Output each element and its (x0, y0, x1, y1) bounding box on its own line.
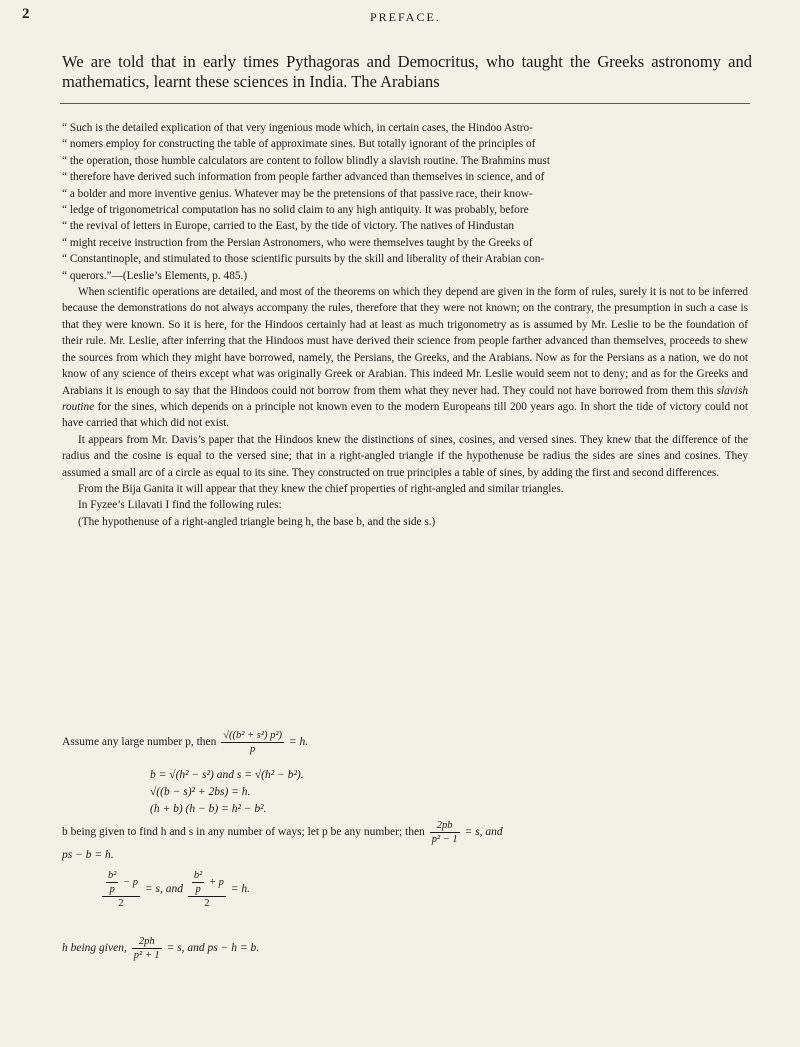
formula-assume (62, 729, 308, 756)
footnote-paragraph: It appears from Mr. Davis’s paper that the Hindoos knew the distinctions of sines, cosines, and versed sines. They knew that the difference of the radius and the cosine is equal to the versed sine; that in a right-angled triangle if the hypothenuse be radius the sides are sines and cosines. They assumed a small arc of a circle as equal to its sine. They constructed on true principles a table of sines, by adding the first and second differences. (62, 433, 748, 479)
quote-line: “ the operation, those humble calculators are content to follow blindly a slavish routine. The Brahmins must (62, 154, 550, 167)
quote-line: “ Such is the detailed explication of that very ingenious mode which, in certain cases, the Hindoo Astro- (62, 122, 533, 134)
fraction-denominator: p (250, 744, 256, 755)
fraction-numerator: √((b² + s²) p²) (223, 730, 282, 741)
formula-rhs: = s, and (144, 883, 183, 896)
formula-pair (100, 869, 250, 910)
fraction-denominator: 2 (118, 898, 124, 909)
formula-b-given (62, 819, 503, 846)
fraction-numerator: 2ph (132, 935, 162, 949)
fraction-numerator: 2pb (430, 819, 460, 833)
fraction (102, 869, 140, 910)
fraction-numerator: b² (193, 870, 203, 881)
fraction-denominator: p² − 1 (431, 834, 458, 845)
footnote-paragraph (62, 284, 748, 432)
formula-line: (h + b) (h − b) = h² − b². (150, 803, 267, 815)
quote-line: “ the revival of letters in Europe, carried to the East, by the tide of victory. The natives of Hindustan (62, 220, 515, 233)
quote-line: “ nomers employ for constructing the table of approximate sines. But totally ignorant of the principles of (62, 138, 536, 151)
lead-paragraph: We are told that in early times Pythagoras and Democritus, who taught the Greeks astronomy and mathematics, learnt these sciences in India. The Arabians (62, 52, 752, 91)
running-head: PREFACE. (370, 10, 441, 24)
formula-line: ps − b = h. (62, 849, 114, 861)
formula-rhs: = h. (230, 883, 251, 896)
formula-line: b = √(h² − s²) and s = √(h² − b²). (150, 769, 304, 781)
fraction-denominator: p (109, 884, 115, 895)
quote-line: “ therefore have derived such information from people farther advanced than themselves in science, and of (62, 171, 545, 184)
footnote (62, 120, 748, 530)
fraction (188, 869, 226, 910)
footnote-paragraph: From the Bija Ganita it will appear that they knew the chief properties of right-angled and similar triangles. (78, 482, 564, 495)
fraction-numerator (188, 869, 226, 897)
fraction-numerator: b² (108, 870, 117, 881)
formula-text: h being given, (62, 942, 127, 955)
formula-h-given (62, 935, 259, 962)
fraction (221, 729, 284, 756)
formula-rhs: = s, and ps − h = b. (166, 942, 260, 955)
page-number: 2 (22, 6, 30, 22)
footnote-text: for the sines, which depends on a principle not known even to the modern Europeans till 200 years ago. In short the tide of victory could not have carried that which did not exist. (62, 400, 748, 430)
fraction-denominator: p² + 1 (133, 950, 160, 961)
footnote-paragraph: In Fyzee’s Lilavati I find the following rules: (78, 499, 282, 512)
quote-line: “ ledge of trigonometrical computation has no solid claim to any high antiquity. It was probably, before (62, 204, 529, 217)
quote-line: “ a bolder and more inventive genius. Whatever may be the pretensions of that passive race, their know- (62, 187, 533, 200)
formula-text: + p (208, 876, 224, 888)
fraction-numerator (102, 869, 140, 897)
formula-text: − p (123, 876, 138, 888)
fraction (192, 869, 204, 896)
footnote-paragraph: (The hypothenuse of a right-angled triangle being h, the base b, and the side s.) (78, 515, 436, 528)
footnote-emphasis: slavish routine (62, 384, 748, 413)
fraction (132, 935, 162, 962)
fraction-denominator: p (195, 884, 201, 895)
formula-rhs: = s, and (464, 826, 503, 839)
footnote-rule (60, 103, 750, 104)
quote-line: “ querors.”—(Leslie’s Elements, p. 485.) (62, 269, 248, 282)
formula-rhs: = h. (288, 736, 309, 749)
fraction (430, 819, 460, 846)
formula-line: √((b − s)² + 2bs) = h. (150, 786, 251, 798)
footnote-text: When scientific operations are detailed, and most of the theorems on which they depend are given in the form of rules, surely it is not to be inferred because the demonstrations do not always accompany the rules, therefore that they were not known; on the contrary, the presumption in such a case is that they were known. So it is here, for the Hindoos certainly had at least as much trigonometry as is assumed by Mr. Leslie to be the foundation of their rule. Mr. Leslie, after inferring that the Hindoos must have derived their science from people farther advanced than themselves, proceeds to shew the sources from which they might have borrowed, namely, the Persians, the Greeks, and the Arabians. Now as for the Persians as a nation, we do not know of any science of theirs except what was originally Greek or Arabian. This indeed Mr. Leslie would seem not to deny; and as for the Greeks and Arabians it is enough to say that the Hindoos could not borrow from them what they never had. They could not have borrowed from them this (62, 286, 748, 397)
formula-text: b being given to find h and s in any number of ways; let p be any number; then (62, 826, 425, 839)
formula-text: Assume any large number p, then (62, 736, 217, 749)
fraction-denominator: 2 (204, 898, 210, 909)
fraction (106, 869, 118, 896)
quote-line: “ Constantinople, and stimulated to those scientific pursuits by the skill and liberality of their Arabian con- (62, 253, 545, 266)
quote-line: “ might receive instruction from the Persian Astronomers, who were themselves taught by the Greeks of (62, 236, 533, 249)
